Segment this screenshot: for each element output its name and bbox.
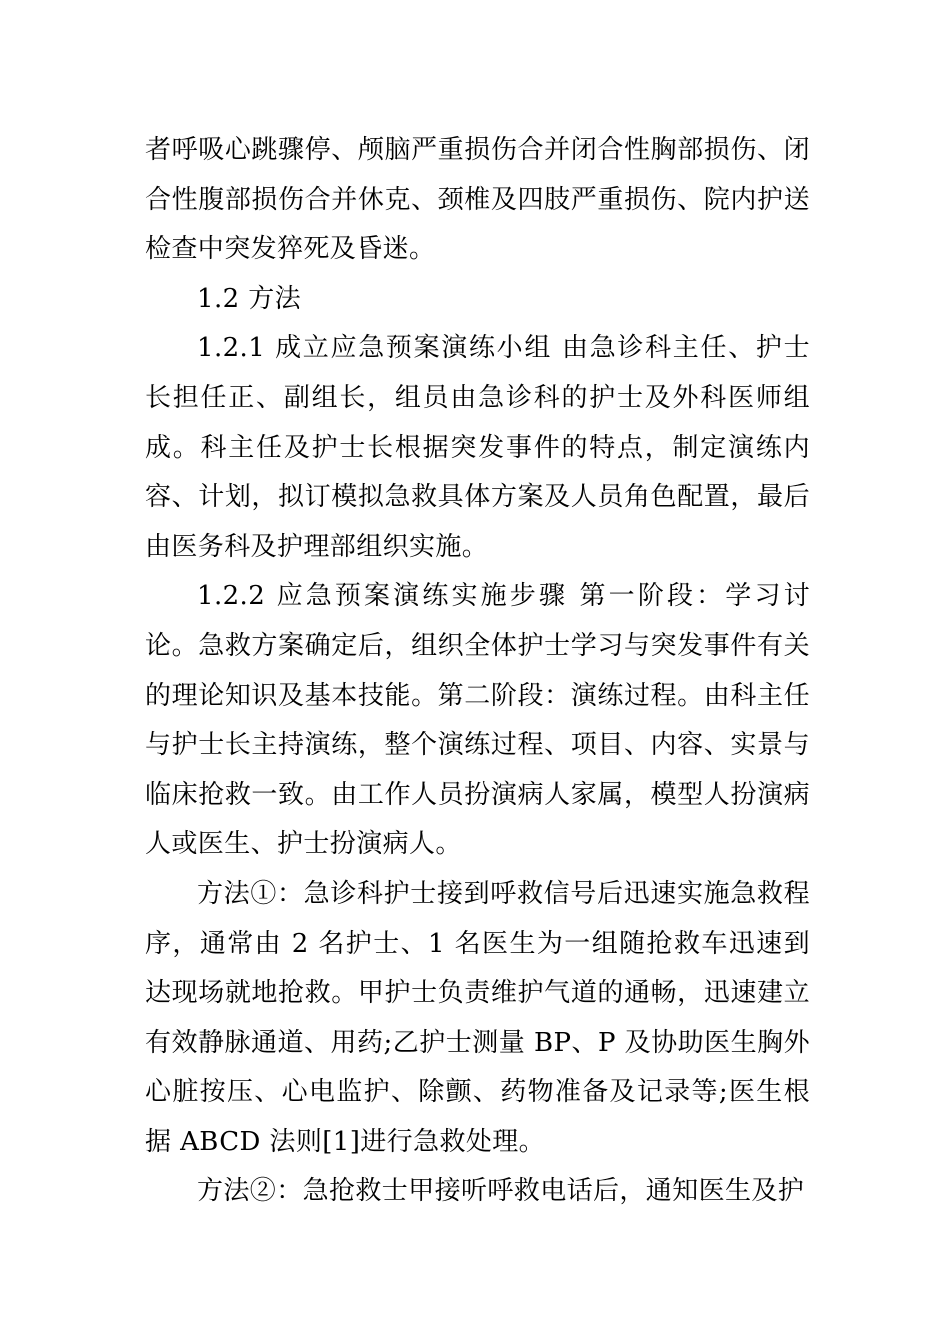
section-heading-1-2: 1.2 方法 — [197, 283, 302, 314]
paragraph-method-1: 方法①：急诊科护士接到呼救信号后迅速实施急救程序，通常由 2 名护士、1 名医生为一组随抢救车迅速到达现场就地抢救。甲护士负责维护气道的通畅，迅速建立有效静脉通道、用药;乙护士测量 BP、P 及协助医生胸外心脏按压、心电监护、除颤、药物准备及记录等;医生根据 ABCD 法则[1]进行急救处理。 — [145, 878, 810, 1157]
paragraph-1-2-2: 1.2.2 应急预案演练实施步骤 第一阶段：学习讨论。急救方案确定后，组织全体护士学习与突发事件有关的理论知识及基本技能。第二阶段：演练过程。由科主任与护士长主持演练，整个演练过程、项目、内容、实景与临床抢救一致。由工作人员扮演病人家属，模型人扮演病人或医生、护士扮演病人。 — [145, 581, 810, 860]
document-body — [145, 126, 810, 1217]
paragraph-1-2-1: 1.2.1 成立应急预案演练小组 由急诊科主任、护士长担任正、副组长，组员由急诊科的护士及外科医师组成。科主任及护士长根据突发事件的特点，制定演练内容、计划，拟订模拟急救具体方案及人员角色配置，最后由医务科及护理部组织实施。 — [145, 333, 810, 562]
paragraph-method-2: 方法②：急抢救士甲接听呼救电话后，通知医生及护 — [197, 1176, 805, 1207]
paragraph-intro-continuation: 者呼吸心跳骤停、颅脑严重损伤合并闭合性胸部损伤、闭合性腹部损伤合并休克、颈椎及四肢严重损伤、院内护送检查中突发猝死及昏迷。 — [145, 135, 810, 265]
